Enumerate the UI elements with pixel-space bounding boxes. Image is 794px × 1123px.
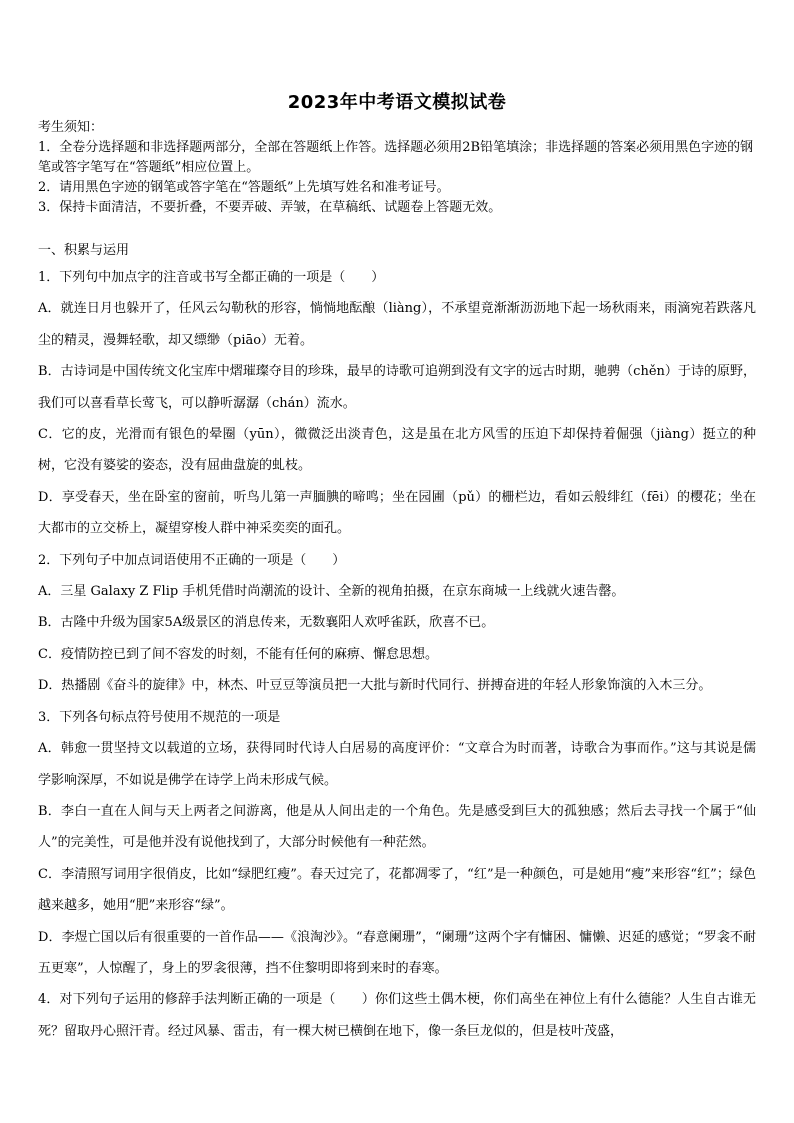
exam-content [38,118,756,1047]
question-option: D．李煜亡国以后有很重要的一首作品——《浪淘沙》。“春意阑珊”，“阑珊”这两个字有慵困、慵懒、迟延的感觉；“罗衾不耐五更寒”，人惊醒了，身上的罗衾很薄，挡不住黎明即将到来时的春寒。 [38,929,756,976]
question-option: B．古隆中升级为国家5A级景区的消息传来，无数襄阳人欢呼雀跃，欣喜不已。 [38,615,495,631]
question-option: C．疫情防控已到了间不容发的时刻，不能有任何的麻痹、懈怠思想。 [38,646,438,662]
question-option: C．它的皮，光滑而有银色的晕圈（yūn），微微泛出淡青色，这是虽在北方风雪的压迫下却保持着倔强（jiàng）挺立的种树，它没有婆娑的姿态，没有屈曲盘旋的虬枝。 [38,427,756,474]
exam-notice [38,118,756,218]
question-list [38,262,756,1047]
question-option: C．李清照写词用字很俏皮，比如“绿肥红瘦”。春天过完了，花都凋零了，“红”是一种颜色，可是她用“瘦”来形容“红”；绿色越来越多，她用“肥”来形容“绿”。 [38,866,756,914]
question-option: B．李白一直在人间与天上两者之间游离，他是从人间出走的一个角色。先是感受到巨大的孤独感；然后去寻找一个属于“仙人”的完美性，可是他并没有说他找到了，大部分时候他有一种茫然。 [38,803,756,851]
question-stem: 2．下列句子中加点词语使用不正确的一项是（ ） [38,552,346,568]
question-stem: 3．下列各句标点符号使用不规范的一项是 [38,709,281,725]
notice-item: 1．全卷分选择题和非选择题两部分，全部在答题纸上作答。选择题必须用2B铅笔填涂；非选择题的答案必须用黑色字迹的钢笔或答字笔写在“答题纸”相应位置上。 [38,140,754,175]
question-option: A．就连日月也躲开了，任风云勾勒秋的形容，惝惝地酝酿（liàng），不承望竟渐渐沥沥地下起一场秋雨来，雨滴宛若跌落凡尘的精灵，漫舞轻歌，却又缥缈（piāo）无着。 [38,301,756,348]
section-title: 一、积累与运用 [38,243,130,258]
question-option: B．古诗词是中国传统文化宝库中熠璀璨夺目的珍珠，最早的诗歌可追朔到没有文字的远古时期，驰骋（chěn）于诗的原野，我们可以喜看草长莺飞，可以静听潺潺（chán）流水。 [38,364,756,411]
notice-item: 2．请用黑色字迹的钢笔或答字笔在“答题纸”上先填写姓名和准考证号。 [38,180,450,195]
question-stem: 1．下列句中加点字的注音或书写全都正确的一项是（ ） [38,270,385,285]
question-option: D．热播剧《奋斗的旋律》中，林杰、叶豆豆等演员把一大批与新时代同行、拼搏奋进的年轻人形象饰演的入木三分。 [38,678,712,694]
notice-item: 3．保持卡面清洁，不要折叠，不要弄破、弄皱，在草稿纸、试题卷上答题无效。 [38,200,502,215]
question-option: D．享受春天，坐在卧室的窗前，听鸟儿第一声腼腆的啼鸣；坐在园圃（pǔ）的栅栏边，看如云般绯红（fēi）的樱花；坐在大都市的立交桥上，凝望穿梭人群中神采奕奕的面孔。 [38,489,756,537]
exam-title: 2023年中考语文模拟试卷 [287,92,507,113]
question-stem: 4．对下列句子运用的修辞手法判断正确的一项是（ ）你们这些土偶木梗，你们高坐在神位上有什么德能？人生自古谁无死？留取丹心照汗青。经过风暴、雷击，有一棵大树已横倒在地下，像一条巨龙似的，但是枝叶茂盛， [38,992,756,1039]
question-option: A．韩愈一贯坚持文以载道的立场，获得同时代诗人白居易的高度评价：“文章合为时而著，诗歌合为事而作。”这与其说是儒学影响深厚，不如说是佛学在诗学上尚未形成气候。 [38,741,756,788]
question-option: A．三星 Galaxy Z Flip 手机凭借时尚潮流的设计、全新的视角拍摄，在京东商城一上线就火速告罄。 [38,584,625,600]
notice-heading: 考生须知： [38,120,104,135]
